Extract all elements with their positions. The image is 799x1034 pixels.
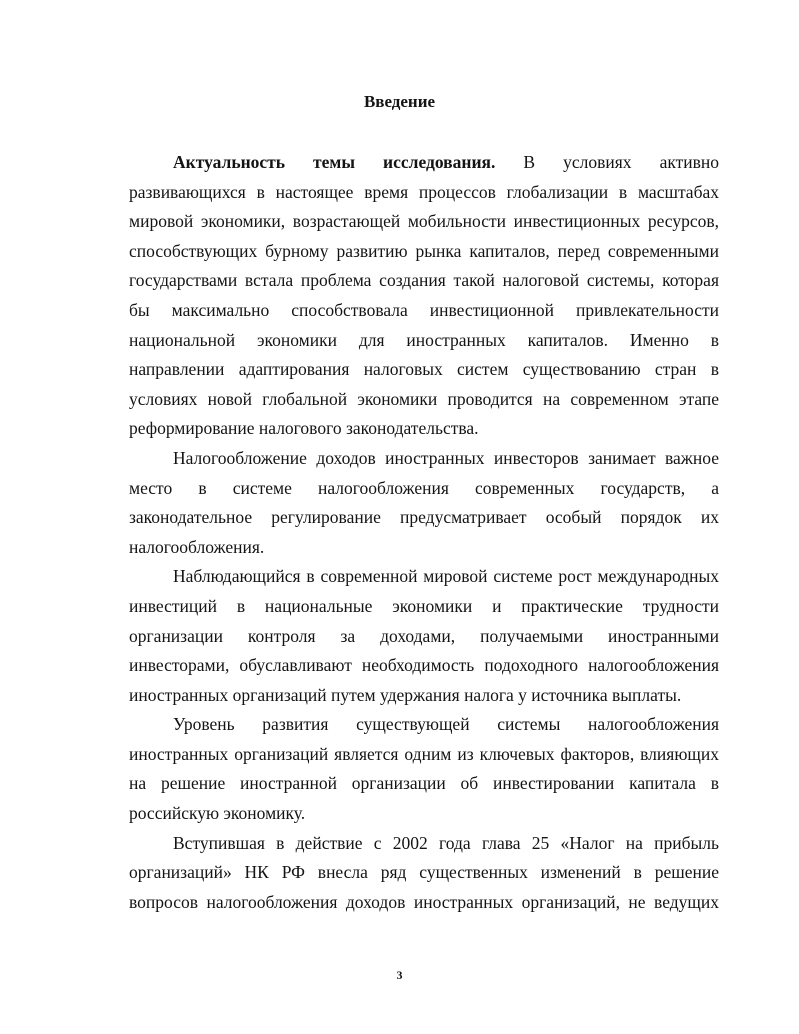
text-line: российскую экономику. bbox=[129, 803, 306, 824]
text-line: развивающихся в настоящее время процессов глобализации в масштабах bbox=[129, 181, 719, 202]
text-line: вопросов налогообложения доходов иностранных организаций, не ведущих bbox=[129, 891, 719, 912]
text-line: государствами встала проблема создания такой налоговой системы, которая bbox=[129, 270, 719, 291]
paragraph-taxation bbox=[129, 444, 719, 562]
paragraph-investment-growth bbox=[129, 562, 719, 710]
paragraph-chapter-25 bbox=[129, 829, 719, 918]
text-line bbox=[129, 148, 719, 178]
text-line: инвестиций в национальные экономики и практические трудности bbox=[129, 595, 719, 616]
text-line: инвесторами, обуславливают необходимость подоходного налогообложения bbox=[129, 655, 719, 676]
text-line: организации контроля за доходами, получаемыми иностранными bbox=[129, 625, 719, 646]
text-line: Вступившая в действие с 2002 года глава 25 «Налог на прибыль bbox=[173, 832, 719, 853]
text-line: Уровень развития существующей системы налогообложения bbox=[173, 714, 719, 735]
text-line: организаций» НК РФ внесла ряд существенных изменений в решение bbox=[129, 862, 719, 883]
text-line: условиях новой глобальной экономики проводится на современном этапе bbox=[129, 388, 719, 409]
text-line: налогообложения. bbox=[129, 536, 265, 557]
text-line: направлении адаптирования налоговых систем существованию стран в bbox=[129, 359, 719, 380]
text-line: Наблюдающийся в современной мировой системе рост международных bbox=[173, 566, 719, 587]
text-line: мировой экономики, возрастающей мобильности инвестиционных ресурсов, bbox=[129, 211, 719, 232]
text-line: бы максимально способствовала инвестиционной привлекательности bbox=[129, 299, 719, 320]
body-text bbox=[129, 148, 719, 917]
page-title: Введение bbox=[363, 92, 436, 111]
text-line: способствующих бурному развитию рынка капиталов, перед современными bbox=[129, 240, 719, 261]
paragraph-lead: Актуальность темы исследования. bbox=[173, 152, 496, 172]
text-line: реформирование налогового законодательства. bbox=[129, 418, 479, 439]
text-line: национальной экономики для иностранных капиталов. Именно в bbox=[129, 329, 719, 350]
text-line: Налогообложение доходов иностранных инвесторов занимает важное bbox=[173, 447, 719, 468]
paragraph-development-level bbox=[129, 710, 719, 828]
text-line: на решение иностранной организации об инвестировании капитала в bbox=[129, 773, 719, 794]
text-line: место в системе налогообложения современных государств, а bbox=[129, 477, 719, 498]
paragraph-relevance bbox=[129, 148, 719, 444]
text-line-continuation: В условиях активно bbox=[495, 152, 720, 172]
page-number: 3 bbox=[396, 968, 403, 982]
text-line: иностранных организаций является одним из ключевых факторов, влияющих bbox=[129, 743, 719, 764]
text-line: законодательное регулирование предусматривает особый порядок их bbox=[129, 507, 719, 528]
text-line: иностранных организаций путем удержания налога у источника выплаты. bbox=[129, 684, 682, 705]
